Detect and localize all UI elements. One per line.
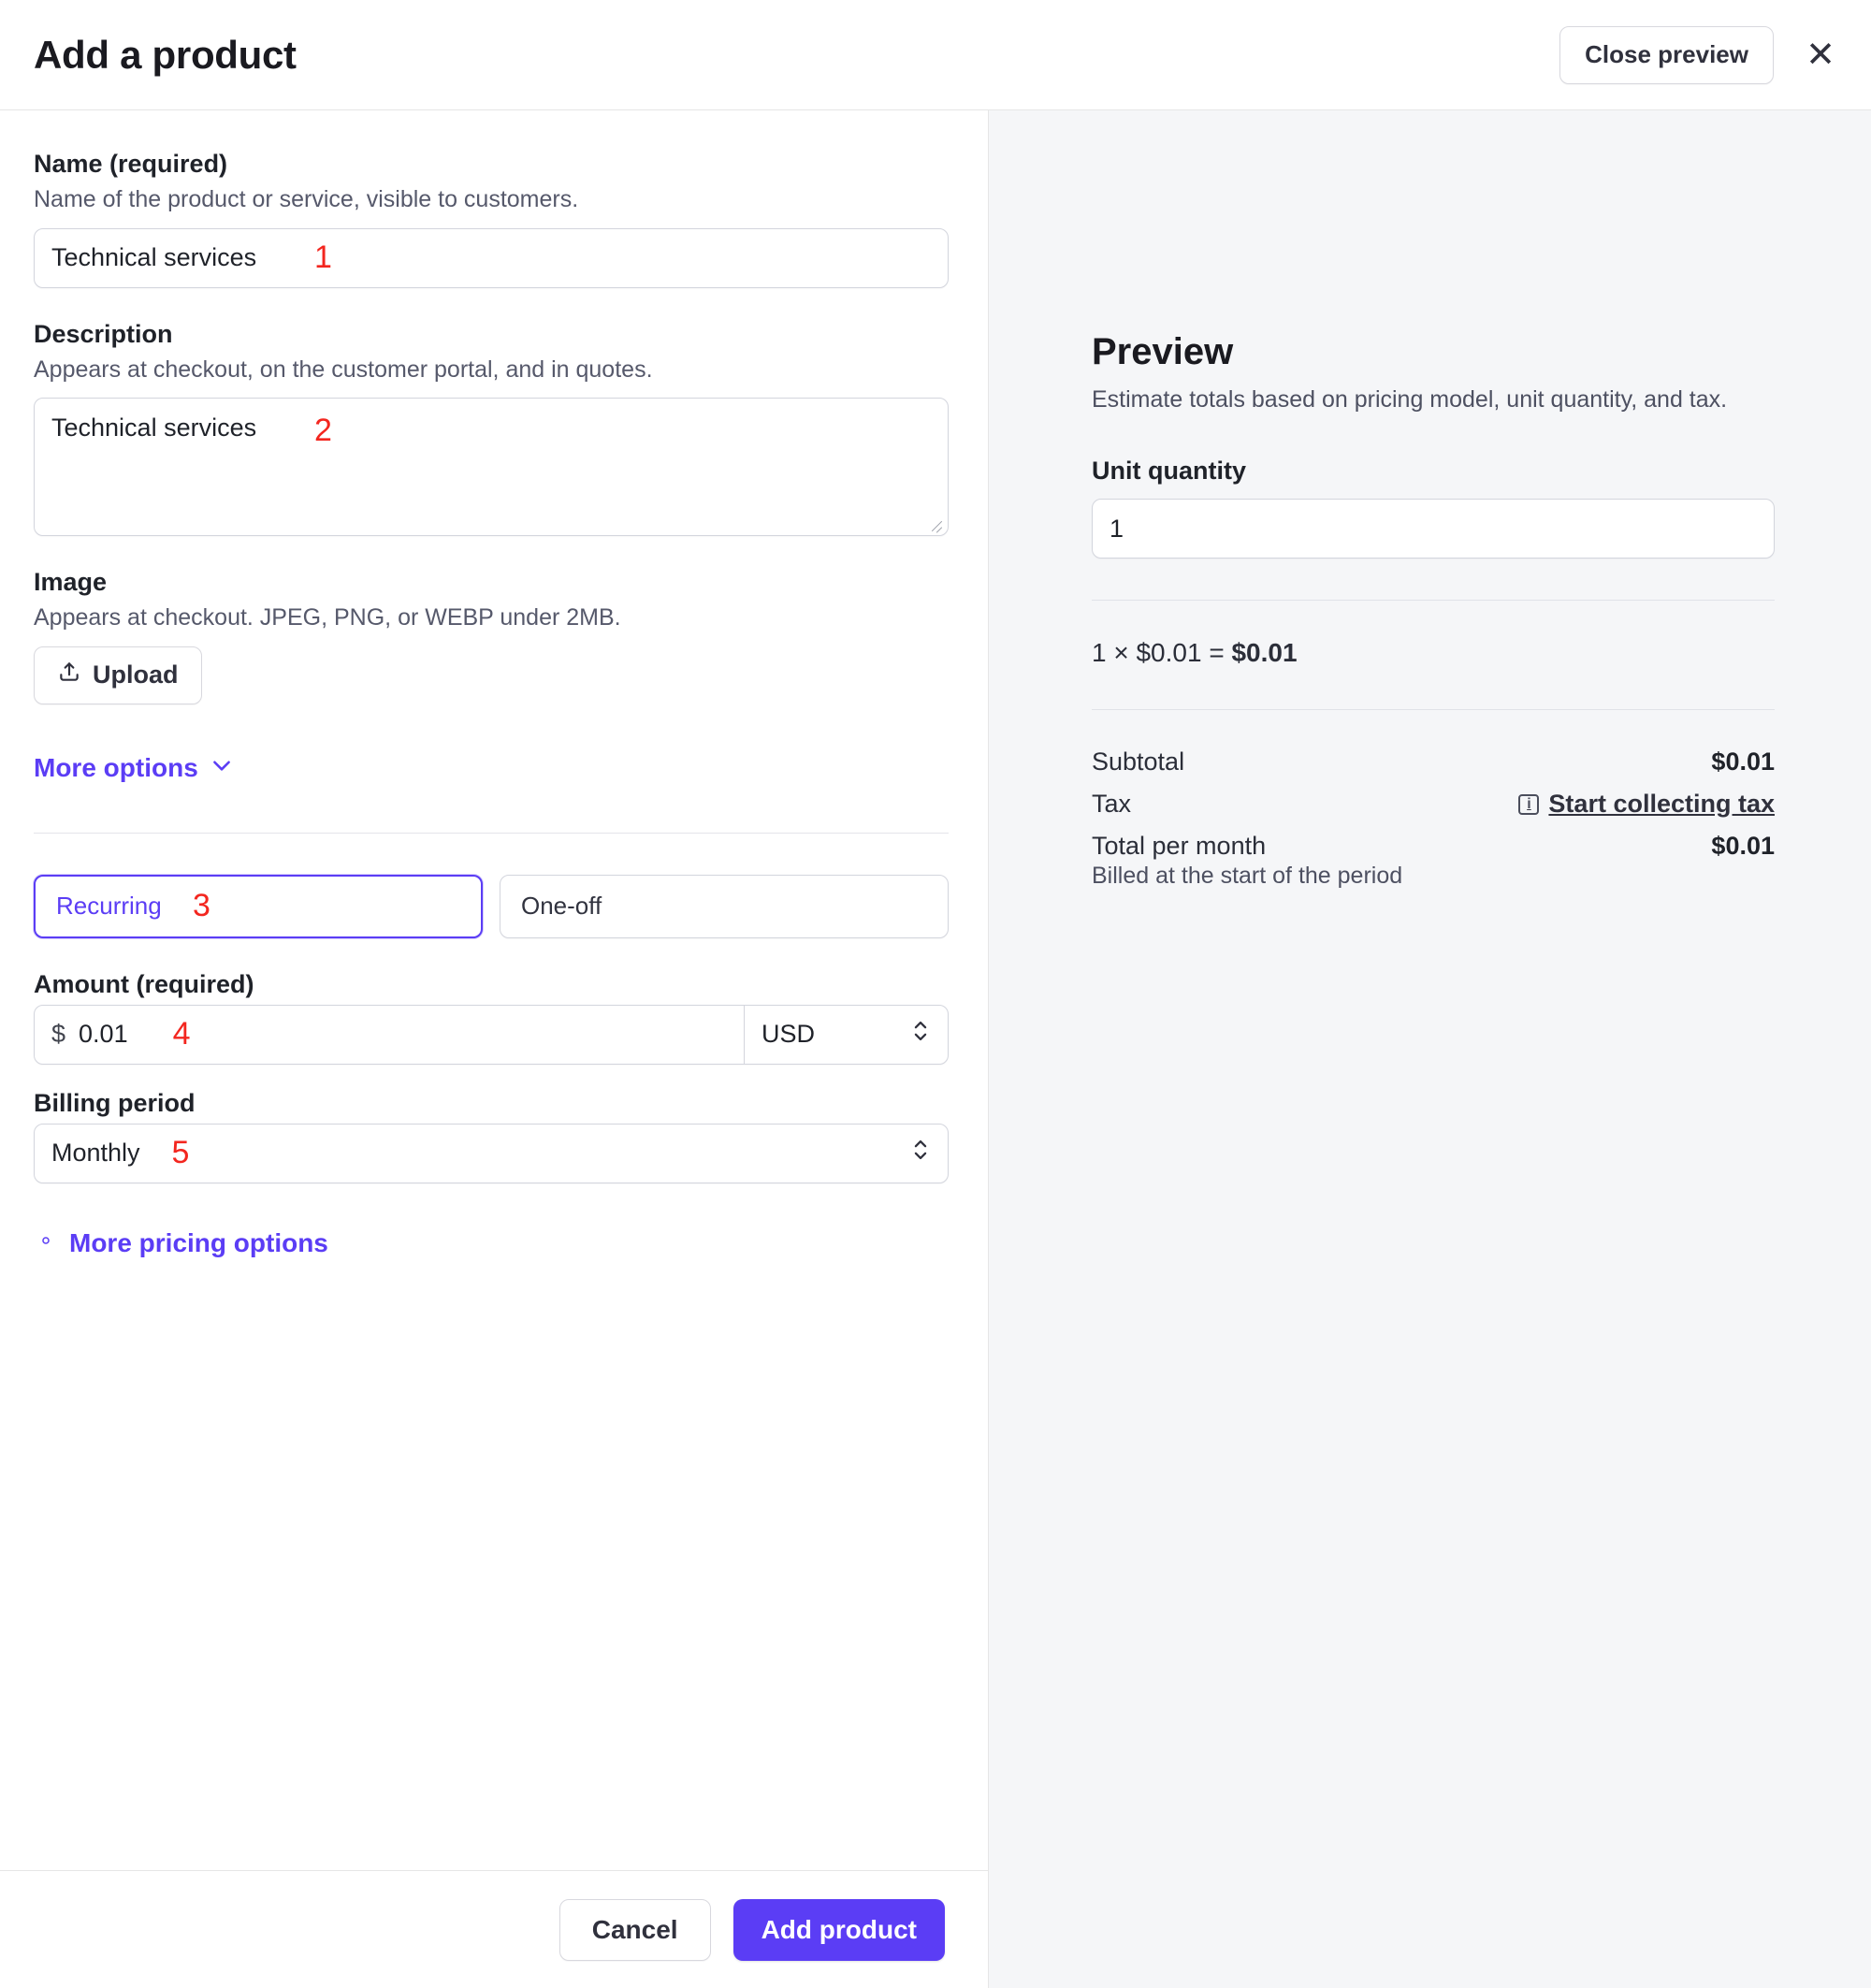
more-pricing-options-label: More pricing options [69,1228,328,1257]
close-preview-button[interactable]: Close preview [1559,26,1774,84]
image-hint: Appears at checkout. JPEG, PNG, or WEBP under 2MB. [34,604,621,631]
image-field-group [34,568,954,704]
start-collecting-tax-label: Start collecting tax [1548,790,1775,818]
annotation-marker-3: 3 [193,887,210,923]
amount-input[interactable] [35,1006,744,1064]
start-collecting-tax-link[interactable] [1518,790,1775,819]
unit-quantity-input[interactable]: 1 [1092,499,1775,559]
tax-row [1092,790,1775,819]
modal-body [0,110,1871,1988]
description-field-group [34,320,954,537]
currency-select[interactable] [744,1006,948,1064]
currency-symbol: $ [51,1020,66,1048]
calculation-line [1092,638,1775,668]
description-textarea[interactable] [34,398,949,536]
calculation-prefix: 1 × $0.01 = [1092,638,1232,667]
billing-period-value: Monthly [51,1139,140,1167]
currency-select-value: USD [761,1020,816,1048]
preview-divider-1 [1092,600,1775,601]
up-down-chevron-icon [910,1137,931,1169]
pricing-type-recurring-label: Recurring [56,892,162,920]
preview-inner [989,153,1871,890]
amount-field-group [34,970,954,1065]
total-value: $0.01 [1711,832,1775,860]
name-input-wrap [34,228,954,288]
image-label: Image [34,568,108,596]
preview-subtitle: Estimate totals based on pricing model, unit quantity, and tax. [1092,386,1728,413]
annotation-marker-4: 4 [172,1016,191,1052]
name-hint: Name of the product or service, visible to customers. [34,186,579,212]
description-textarea-value: Technical services [51,414,257,442]
pricing-type-oneoff-label: One-off [521,892,602,920]
name-field-group [34,150,954,288]
description-input-wrap [34,398,954,536]
description-hint: Appears at checkout, on the customer portal, and in quotes. [34,356,653,383]
resize-handle-icon[interactable] [930,517,945,532]
annotation-marker-1: 1 [314,239,332,275]
upload-button-label: Upload [93,660,179,689]
pricing-type-group [34,875,954,938]
pricing-type-recurring[interactable] [34,875,483,938]
upload-button[interactable] [34,646,202,704]
pricing-type-oneoff[interactable] [500,875,949,938]
modal-footer [0,1870,988,1988]
calculation-total: $0.01 [1231,638,1298,667]
preview-title: Preview [1092,331,1234,372]
subtotal-label: Subtotal [1092,747,1185,776]
name-label: Name (required) [34,150,228,178]
page-title: Add a product [34,32,297,77]
annotation-marker-5: 5 [171,1135,190,1170]
upload-icon [57,660,81,690]
section-divider [34,833,949,834]
up-down-chevron-icon [910,1018,931,1051]
totals-block [1092,747,1775,890]
amount-value: 0.01 [79,1020,128,1048]
annotation-marker-2: 2 [314,413,332,448]
amount-row [34,1005,949,1065]
cancel-button[interactable]: Cancel [559,1899,711,1961]
description-label: Description [34,319,173,348]
modal-header [0,0,1871,110]
unit-quantity-label: Unit quantity [1092,457,1246,485]
billing-period-label: Billing period [34,1088,196,1117]
tax-label: Tax [1092,790,1132,818]
billed-note: Billed at the start of the period [1092,863,1403,889]
preview-divider-2 [1092,709,1775,710]
total-row [1092,832,1775,861]
chevron-down-icon [210,753,234,784]
subtotal-row [1092,747,1775,776]
close-icon[interactable]: ✕ [1798,33,1843,78]
billing-period-select[interactable] [34,1124,949,1183]
more-pricing-options-link[interactable] [34,1228,328,1259]
name-input[interactable]: Technical services [34,228,949,288]
total-label: Total per month [1092,832,1267,860]
subtotal-value: $0.01 [1711,747,1775,776]
preview-pane [989,110,1871,1988]
gear-icon [34,1228,58,1259]
product-form-pane [0,110,989,1988]
billing-period-field-group [34,1089,954,1183]
add-product-button[interactable]: Add product [733,1899,945,1961]
more-options-label: More options [34,753,198,782]
product-form-scroll [0,110,988,1870]
info-icon: i [1518,794,1539,815]
amount-label: Amount (required) [34,969,254,998]
more-options-toggle[interactable] [34,753,234,784]
